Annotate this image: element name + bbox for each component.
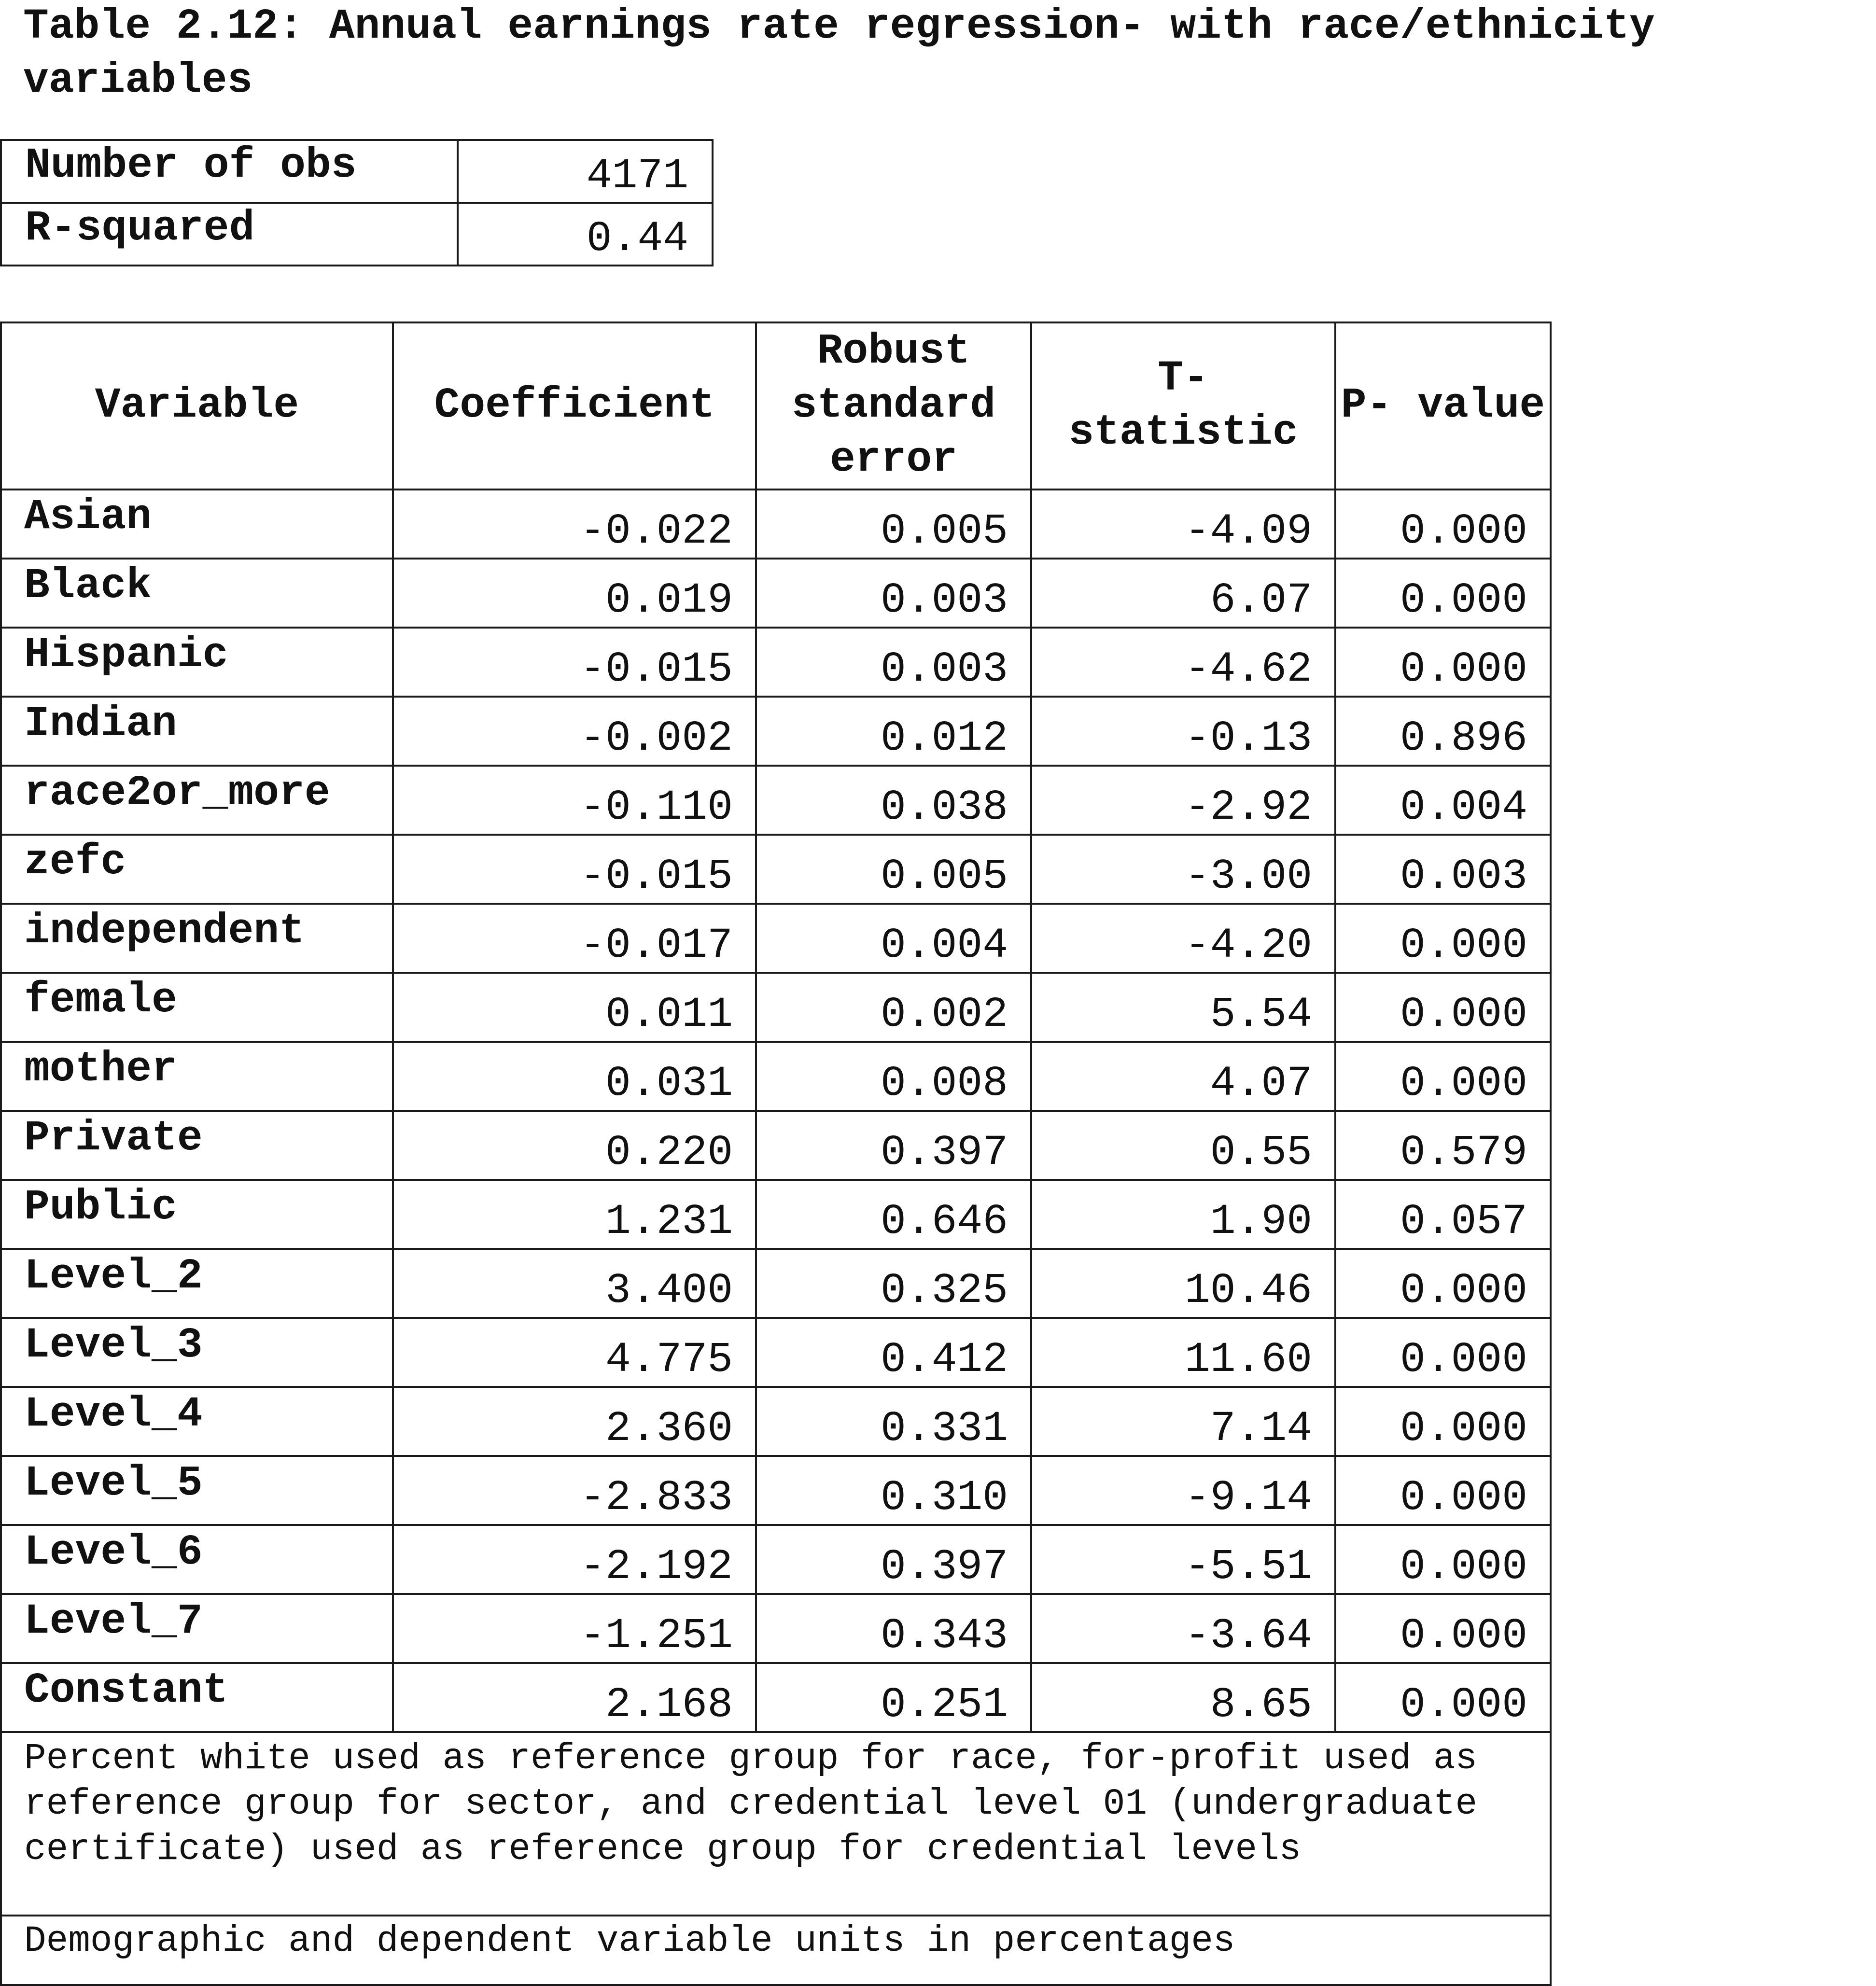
units-note: Demographic and dependent variable units in percentages bbox=[1, 1916, 1551, 1985]
cell-p-value: 0.000 bbox=[1335, 628, 1551, 697]
cell-t-statistic: -3.00 bbox=[1031, 835, 1335, 904]
header-row bbox=[1, 322, 1551, 490]
cell-t-statistic: 4.07 bbox=[1031, 1042, 1335, 1111]
cell-coefficient: 3.400 bbox=[393, 1249, 756, 1318]
cell-variable: female bbox=[1, 973, 393, 1042]
table-title: Table 2.12: Annual earnings rate regression- with race/ethnicity variables bbox=[23, 3, 1680, 105]
cell-coefficient: -0.015 bbox=[393, 628, 756, 697]
cell-p-value: 0.000 bbox=[1335, 1456, 1551, 1525]
cell-robust-se: 0.412 bbox=[756, 1318, 1031, 1387]
header-robust-se: Robust standard error bbox=[756, 322, 1031, 490]
header-coefficient: Coefficient bbox=[393, 322, 756, 490]
cell-t-statistic: -3.64 bbox=[1031, 1594, 1335, 1663]
cell-t-statistic: 7.14 bbox=[1031, 1387, 1335, 1456]
cell-t-statistic: 5.54 bbox=[1031, 973, 1335, 1042]
table-row bbox=[1, 628, 1551, 697]
cell-variable: Asian bbox=[1, 490, 393, 559]
table-row bbox=[1, 1180, 1551, 1249]
cell-coefficient: 4.775 bbox=[393, 1318, 756, 1387]
cell-variable: independent bbox=[1, 904, 393, 973]
cell-variable: Level_3 bbox=[1, 1318, 393, 1387]
cell-coefficient: -0.015 bbox=[393, 835, 756, 904]
summary-value: 0.44 bbox=[458, 203, 713, 266]
table-row bbox=[1, 835, 1551, 904]
table-row bbox=[1, 1111, 1551, 1180]
cell-p-value: 0.896 bbox=[1335, 697, 1551, 766]
cell-variable: zefc bbox=[1, 835, 393, 904]
cell-variable: Level_4 bbox=[1, 1387, 393, 1456]
regression-table bbox=[0, 322, 1552, 1986]
cell-t-statistic: -0.13 bbox=[1031, 697, 1335, 766]
cell-variable: Level_7 bbox=[1, 1594, 393, 1663]
summary-row-rsquared bbox=[1, 203, 713, 266]
table-row bbox=[1, 1318, 1551, 1387]
cell-coefficient: -1.251 bbox=[393, 1594, 756, 1663]
summary-label: R-squared bbox=[1, 203, 458, 266]
cell-coefficient: 2.168 bbox=[393, 1663, 756, 1732]
cell-t-statistic: -5.51 bbox=[1031, 1525, 1335, 1594]
table-row bbox=[1, 1594, 1551, 1663]
cell-robust-se: 0.310 bbox=[756, 1456, 1031, 1525]
table-row bbox=[1, 1249, 1551, 1318]
cell-variable: Level_6 bbox=[1, 1525, 393, 1594]
cell-t-statistic: 0.55 bbox=[1031, 1111, 1335, 1180]
header-p-value: P- value bbox=[1335, 322, 1551, 490]
cell-variable: Level_2 bbox=[1, 1249, 393, 1318]
cell-variable: Private bbox=[1, 1111, 393, 1180]
table-row bbox=[1, 559, 1551, 628]
cell-coefficient: -2.192 bbox=[393, 1525, 756, 1594]
cell-coefficient: -0.017 bbox=[393, 904, 756, 973]
summary-row-obs bbox=[1, 140, 713, 203]
cell-robust-se: 0.646 bbox=[756, 1180, 1031, 1249]
cell-robust-se: 0.002 bbox=[756, 973, 1031, 1042]
cell-coefficient: -0.110 bbox=[393, 766, 756, 835]
cell-coefficient: 1.231 bbox=[393, 1180, 756, 1249]
cell-robust-se: 0.038 bbox=[756, 766, 1031, 835]
cell-variable: Black bbox=[1, 559, 393, 628]
cell-robust-se: 0.397 bbox=[756, 1525, 1031, 1594]
cell-p-value: 0.004 bbox=[1335, 766, 1551, 835]
table-row bbox=[1, 697, 1551, 766]
cell-t-statistic: -4.62 bbox=[1031, 628, 1335, 697]
cell-coefficient: 0.220 bbox=[393, 1111, 756, 1180]
cell-coefficient: -0.022 bbox=[393, 490, 756, 559]
cell-t-statistic: 11.60 bbox=[1031, 1318, 1335, 1387]
cell-t-statistic: -9.14 bbox=[1031, 1456, 1335, 1525]
cell-t-statistic: 8.65 bbox=[1031, 1663, 1335, 1732]
cell-p-value: 0.000 bbox=[1335, 1594, 1551, 1663]
table-row bbox=[1, 1456, 1551, 1525]
cell-p-value: 0.057 bbox=[1335, 1180, 1551, 1249]
summary-label: Number of obs bbox=[1, 140, 458, 203]
cell-t-statistic: -4.20 bbox=[1031, 904, 1335, 973]
header-t-statistic: T- statistic bbox=[1031, 322, 1335, 490]
cell-robust-se: 0.008 bbox=[756, 1042, 1031, 1111]
cell-p-value: 0.000 bbox=[1335, 1042, 1551, 1111]
cell-variable: Indian bbox=[1, 697, 393, 766]
cell-robust-se: 0.004 bbox=[756, 904, 1031, 973]
cell-coefficient: 0.011 bbox=[393, 973, 756, 1042]
cell-variable: mother bbox=[1, 1042, 393, 1111]
table-row bbox=[1, 1042, 1551, 1111]
cell-p-value: 0.000 bbox=[1335, 904, 1551, 973]
cell-p-value: 0.000 bbox=[1335, 973, 1551, 1042]
cell-robust-se: 0.003 bbox=[756, 559, 1031, 628]
cell-p-value: 0.000 bbox=[1335, 490, 1551, 559]
table-row bbox=[1, 904, 1551, 973]
cell-t-statistic: 10.46 bbox=[1031, 1249, 1335, 1318]
cell-robust-se: 0.003 bbox=[756, 628, 1031, 697]
header-variable: Variable bbox=[1, 322, 393, 490]
cell-p-value: 0.000 bbox=[1335, 1318, 1551, 1387]
note-row bbox=[1, 1732, 1551, 1916]
cell-robust-se: 0.251 bbox=[756, 1663, 1031, 1732]
cell-robust-se: 0.343 bbox=[756, 1594, 1031, 1663]
reference-group-note: Percent white used as reference group for race, for-profit used as reference group for sector, and credential level 01 (undergraduate certificate) used as reference group for credential levels bbox=[1, 1732, 1551, 1916]
cell-p-value: 0.000 bbox=[1335, 1525, 1551, 1594]
cell-t-statistic: -2.92 bbox=[1031, 766, 1335, 835]
cell-p-value: 0.000 bbox=[1335, 559, 1551, 628]
cell-p-value: 0.000 bbox=[1335, 1249, 1551, 1318]
table-row bbox=[1, 1663, 1551, 1732]
table-row bbox=[1, 1525, 1551, 1594]
cell-robust-se: 0.397 bbox=[756, 1111, 1031, 1180]
cell-p-value: 0.003 bbox=[1335, 835, 1551, 904]
table-row bbox=[1, 973, 1551, 1042]
cell-p-value: 0.000 bbox=[1335, 1387, 1551, 1456]
cell-robust-se: 0.331 bbox=[756, 1387, 1031, 1456]
cell-t-statistic: 6.07 bbox=[1031, 559, 1335, 628]
cell-coefficient: -0.002 bbox=[393, 697, 756, 766]
cell-variable: Hispanic bbox=[1, 628, 393, 697]
table-row bbox=[1, 766, 1551, 835]
cell-robust-se: 0.005 bbox=[756, 490, 1031, 559]
cell-t-statistic: 1.90 bbox=[1031, 1180, 1335, 1249]
note-row bbox=[1, 1916, 1551, 1985]
cell-variable: Level_5 bbox=[1, 1456, 393, 1525]
cell-coefficient: 0.031 bbox=[393, 1042, 756, 1111]
cell-variable: Public bbox=[1, 1180, 393, 1249]
cell-p-value: 0.579 bbox=[1335, 1111, 1551, 1180]
cell-coefficient: -2.833 bbox=[393, 1456, 756, 1525]
cell-variable: race2or_more bbox=[1, 766, 393, 835]
cell-variable: Constant bbox=[1, 1663, 393, 1732]
cell-p-value: 0.000 bbox=[1335, 1663, 1551, 1732]
summary-table bbox=[0, 139, 714, 266]
cell-coefficient: 0.019 bbox=[393, 559, 756, 628]
cell-robust-se: 0.005 bbox=[756, 835, 1031, 904]
summary-value: 4171 bbox=[458, 140, 713, 203]
cell-robust-se: 0.325 bbox=[756, 1249, 1031, 1318]
table-row bbox=[1, 490, 1551, 559]
cell-coefficient: 2.360 bbox=[393, 1387, 756, 1456]
table-row bbox=[1, 1387, 1551, 1456]
cell-t-statistic: -4.09 bbox=[1031, 490, 1335, 559]
cell-robust-se: 0.012 bbox=[756, 697, 1031, 766]
